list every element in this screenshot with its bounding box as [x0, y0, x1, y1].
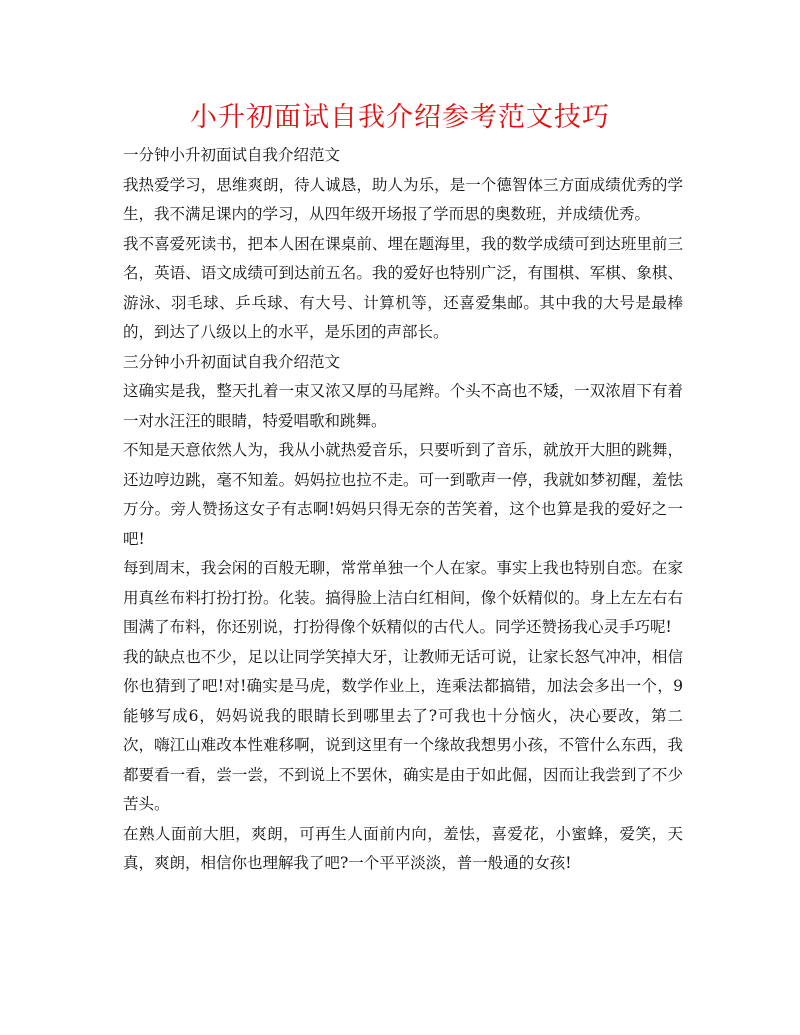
paragraph: 不知是天意依然人为，我从小就热爱音乐，只要听到了音乐，就放开大胆的跳舞，还边哼边跳，毫不知羞。妈妈拉也拉不走。可一到歌声一停，我就如梦初醒，羞怯万分。旁人赞扬这女子有志啊!妈妈只得无奈的苦笑着，这个也算是我的爱好之一吧!: [123, 441, 683, 548]
paragraph: 我热爱学习，思维爽朗，待人诚恳，助人为乐，是一个德智体三方面成绩优秀的学生，我不满足课内的学习，从四年级开场报了学而思的奥数班，并成绩优秀。: [123, 175, 683, 223]
paragraph: 这确实是我，整天扎着一束又浓又厚的马尾辫。个头不高也不矮，一双浓眉下有着一对水汪汪的眼睛，特爱唱歌和跳舞。: [123, 382, 683, 430]
section-heading-one-minute: 一分钟小升初面试自我介绍范文: [123, 146, 341, 164]
paragraph: 在熟人面前大胆，爽朗，可再生人面前内向，羞怯，喜爱花，小蜜蜂，爱笑，天真，爽朗，相信你也理解我了吧?一个平平淡淡，普一般通的女孩!: [123, 824, 683, 872]
paragraph: 我的缺点也不少，足以让同学笑掉大牙，让教师无话可说，让家长怒气冲冲，相信你也猜到了吧!对!确实是马虎，数学作业上，连乘法都搞错，加法会多出一个，9能够写成6，妈妈说我的眼睛长到哪里去了?可我也十分恼火，决心要改，第二次，嗨江山难改本性难移啊，说到这里有一个缘故我想男小孩，不管什么东西，我都要看一看，尝一尝，不到说上不罢休，确实是由于如此倔，因而让我尝到了不少苦头。: [123, 647, 683, 813]
section-heading-three-minute: 三分钟小升初面试自我介绍范文: [123, 352, 341, 371]
document-title: 小升初面试自我介绍参考范文技巧: [190, 102, 610, 133]
document-body: [123, 141, 683, 879]
paragraph: 我不喜爱死读书，把本人困在课桌前、埋在题海里，我的数学成绩可到达班里前三名，英语、语文成绩可到达前五名。我的爱好也特别广泛，有围棋、军棋、象棋、游泳、羽毛球、乒乓球、有大号、计算机等，还喜爱集邮。其中我的大号是最棒的，到达了八级以上的水平，是乐团的声部长。: [123, 234, 683, 341]
paragraph: 每到周末，我会闲的百般无聊，常常单独一个人在家。事实上我也特别自恋。在家用真丝布料打扮打扮。化装。搞得脸上洁白红相间，像个妖精似的。身上左左右右围满了布料，你还别说，打扮得像个妖精似的古代人。同学还赞扬我心灵手巧呢!: [123, 559, 683, 636]
